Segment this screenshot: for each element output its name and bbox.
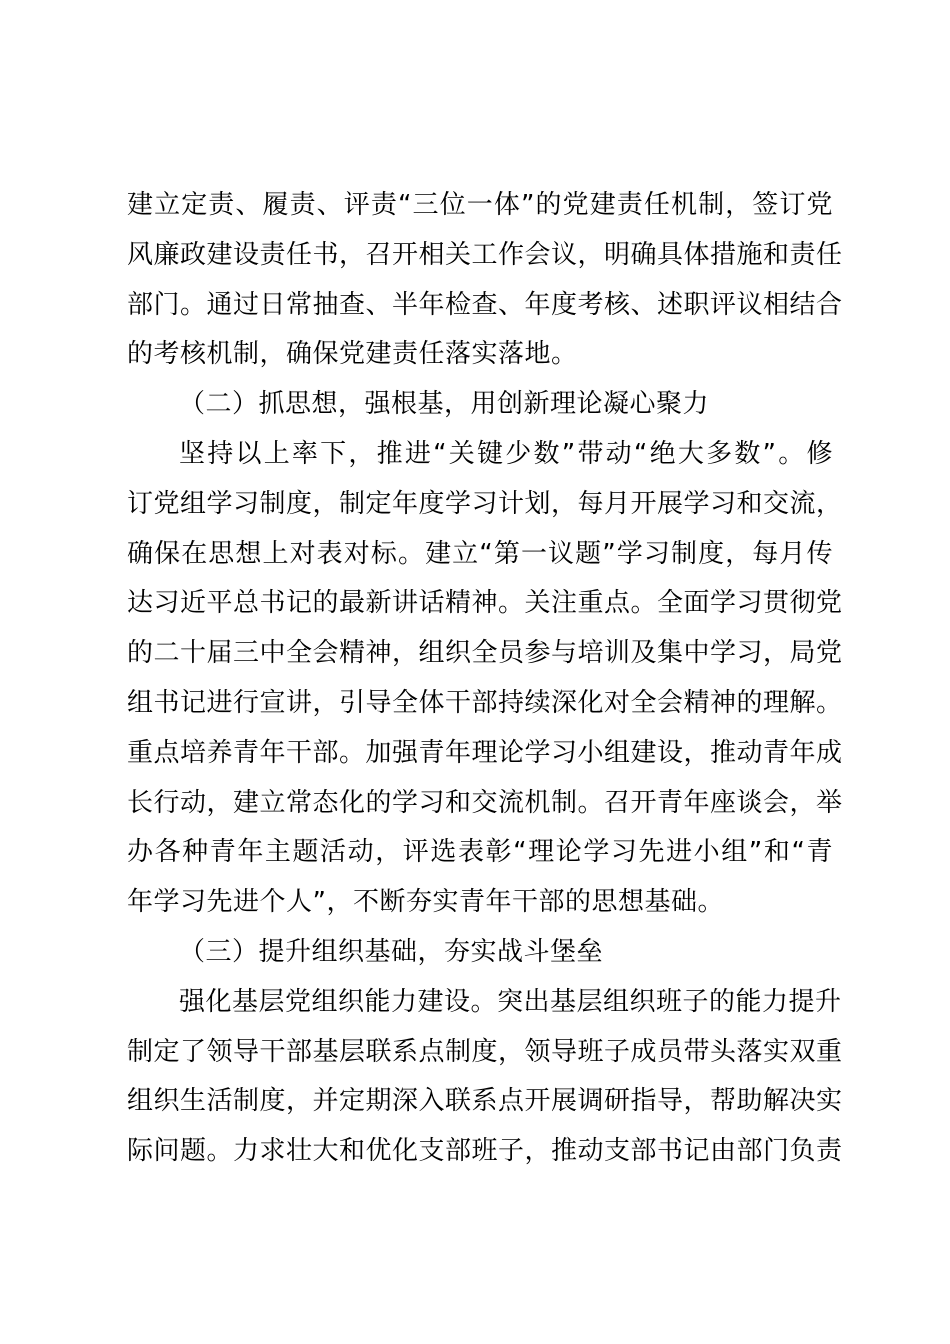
text-line: 制定了领导干部基层联系点制度，领导班子成员带头落实双重 <box>127 1036 843 1067</box>
text-line: 强化基层党组织能力建设。突出基层组织班子的能力提升 <box>179 986 842 1017</box>
text-line: 组书记进行宣讲，引导全体干部持续深化对全会精神的理解。 <box>127 687 843 718</box>
text-line: 的二十届三中全会精神，组织全员参与培训及集中学习，局党 <box>127 638 843 669</box>
text-line: 坚持以上率下，推进“关键少数”带动“绝大多数”。修 <box>179 438 833 469</box>
text-line: 际问题。力求壮大和优化支部班子，推动支部书记由部门负责 <box>127 1136 843 1167</box>
section-heading: （三）提升组织基础，夯实战斗堡垒 <box>179 936 604 967</box>
text-line: 部门。通过日常抽查、半年检查、年度考核、述职评议相结合 <box>127 289 843 320</box>
text-line: 办各种青年主题活动，评选表彰“理论学习先进小组”和“青 <box>127 837 833 868</box>
text-line: 订党组学习制度，制定年度学习计划，每月开展学习和交流， <box>127 488 843 519</box>
text-line: 组织生活制度，并定期深入联系点开展调研指导，帮助解决实 <box>127 1086 843 1117</box>
text-line: 年学习先进个人”，不断夯实青年干部的思想基础。 <box>127 887 724 918</box>
text-line: 确保在思想上对表对标。建立“第一议题”学习制度，每月传 <box>127 538 833 569</box>
text-line: 达习近平总书记的最新讲话精神。关注重点。全面学习贯彻党 <box>127 588 843 619</box>
text-line: 重点培养青年干部。加强青年理论学习小组建设，推动青年成 <box>127 737 843 768</box>
text-line: 风廉政建设责任书，召开相关工作会议，明确具体措施和责任 <box>127 239 843 270</box>
document-body <box>127 181 843 1177</box>
section-heading: （二）抓思想，强根基，用创新理论凝心聚力 <box>179 389 710 420</box>
text-line: 长行动，建立常态化的学习和交流机制。召开青年座谈会，举 <box>127 787 843 818</box>
text-line: 的考核机制，确保党建责任落实落地。 <box>127 339 578 370</box>
text-line: 建立定责、履责、评责“三位一体”的党建责任机制，签订党 <box>127 190 833 220</box>
